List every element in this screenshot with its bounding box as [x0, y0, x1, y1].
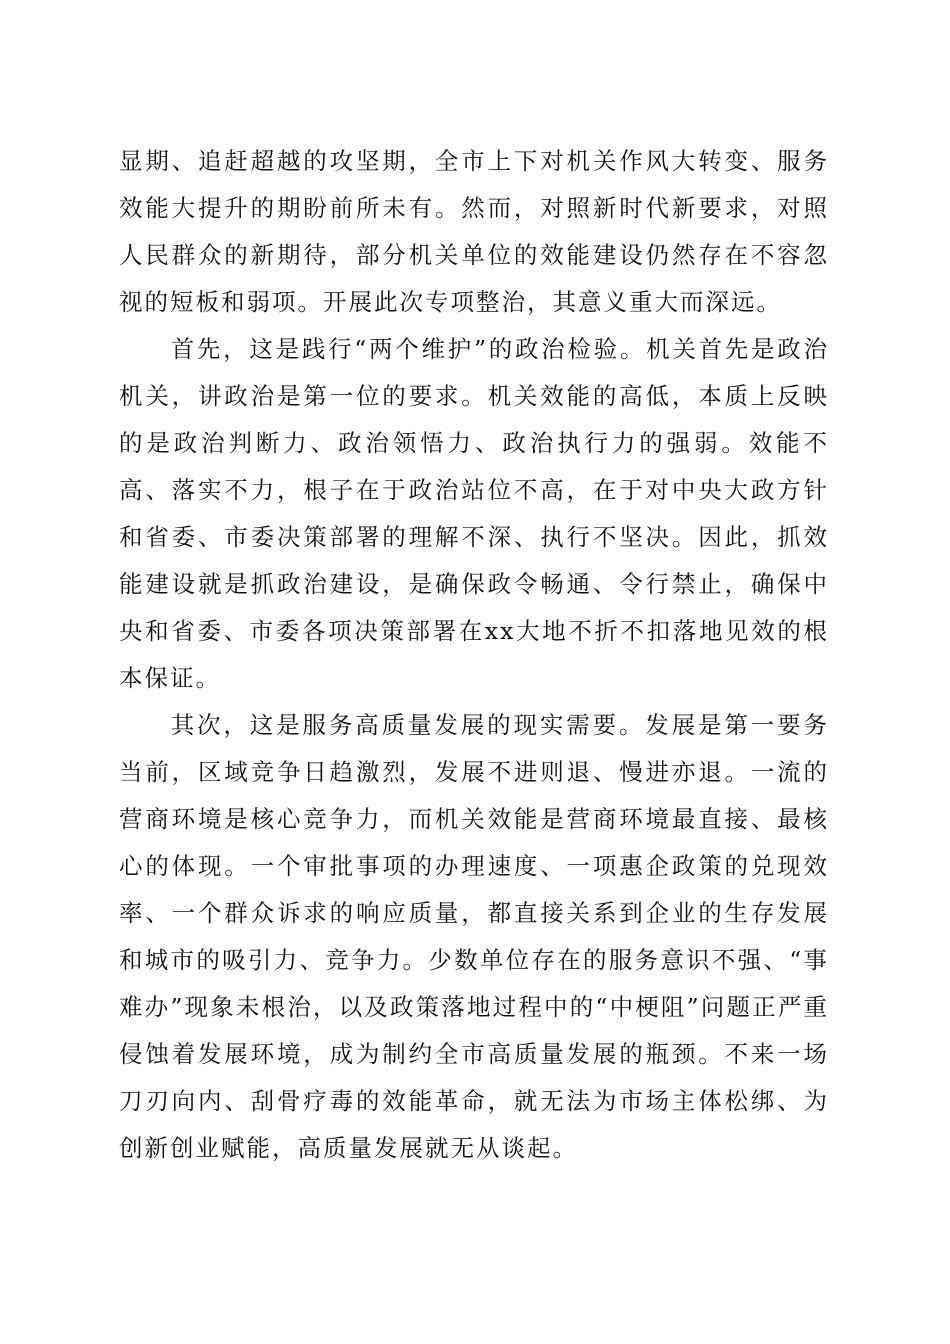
- paragraph-development-need: 其次，这是服务高质量发展的现实需要。发展是第一要务当前，区域竞争日趋激烈，发展不进则退、慢进亦退。一流的营商环境是核心竞争力，而机关效能是营商环境最直接、最核心的体现。一个审批事项的办理速度、一项惠企政策的兑现效率、一个群众诉求的响应质量，都直接关系到企业的生存发展和城市的吸引力、竞争力。少数单位存在的服务意识不强、“事难办”现象未根治，以及政策落地过程中的“中梗阻”问题正严重侵蚀着发展环境，成为制约全市高质量发展的瓶颈。不来一场刀刃向内、刮骨疗毒的效能革命，就无法为市场主体松绑、为创新创业赋能，高质量发展就无从谈起。: [119, 711, 829, 1162]
- paragraph-political-test: 首先，这是践行“两个维护”的政治检验。机关首先是政治机关，讲政治是第一位的要求。机关效能的高低，本质上反映的是政治判断力、政治领悟力、政治执行力的强弱。效能不高、落实不力，根子在于政治站位不高，在于对中央大政方针和省委、市委决策部署的理解不深、执行不坚决。因此，抓效能建设就是抓政治建设，是确保政令畅通、令行禁止，确保中央和省委、市委各项决策部署在xx大地不折不扣落地见效的根本保证。: [119, 335, 829, 692]
- paragraph-continued: 显期、追赶超越的攻坚期，全市上下对机关作风大转变、服务效能大提升的期盼前所未有。然而，对照新时代新要求，对照人民群众的新期待，部分机关单位的效能建设仍然存在不容忽视的短板和弱项。开展此次专项整治，其意义重大而深远。: [119, 147, 829, 316]
- document-body: [119, 138, 829, 1172]
